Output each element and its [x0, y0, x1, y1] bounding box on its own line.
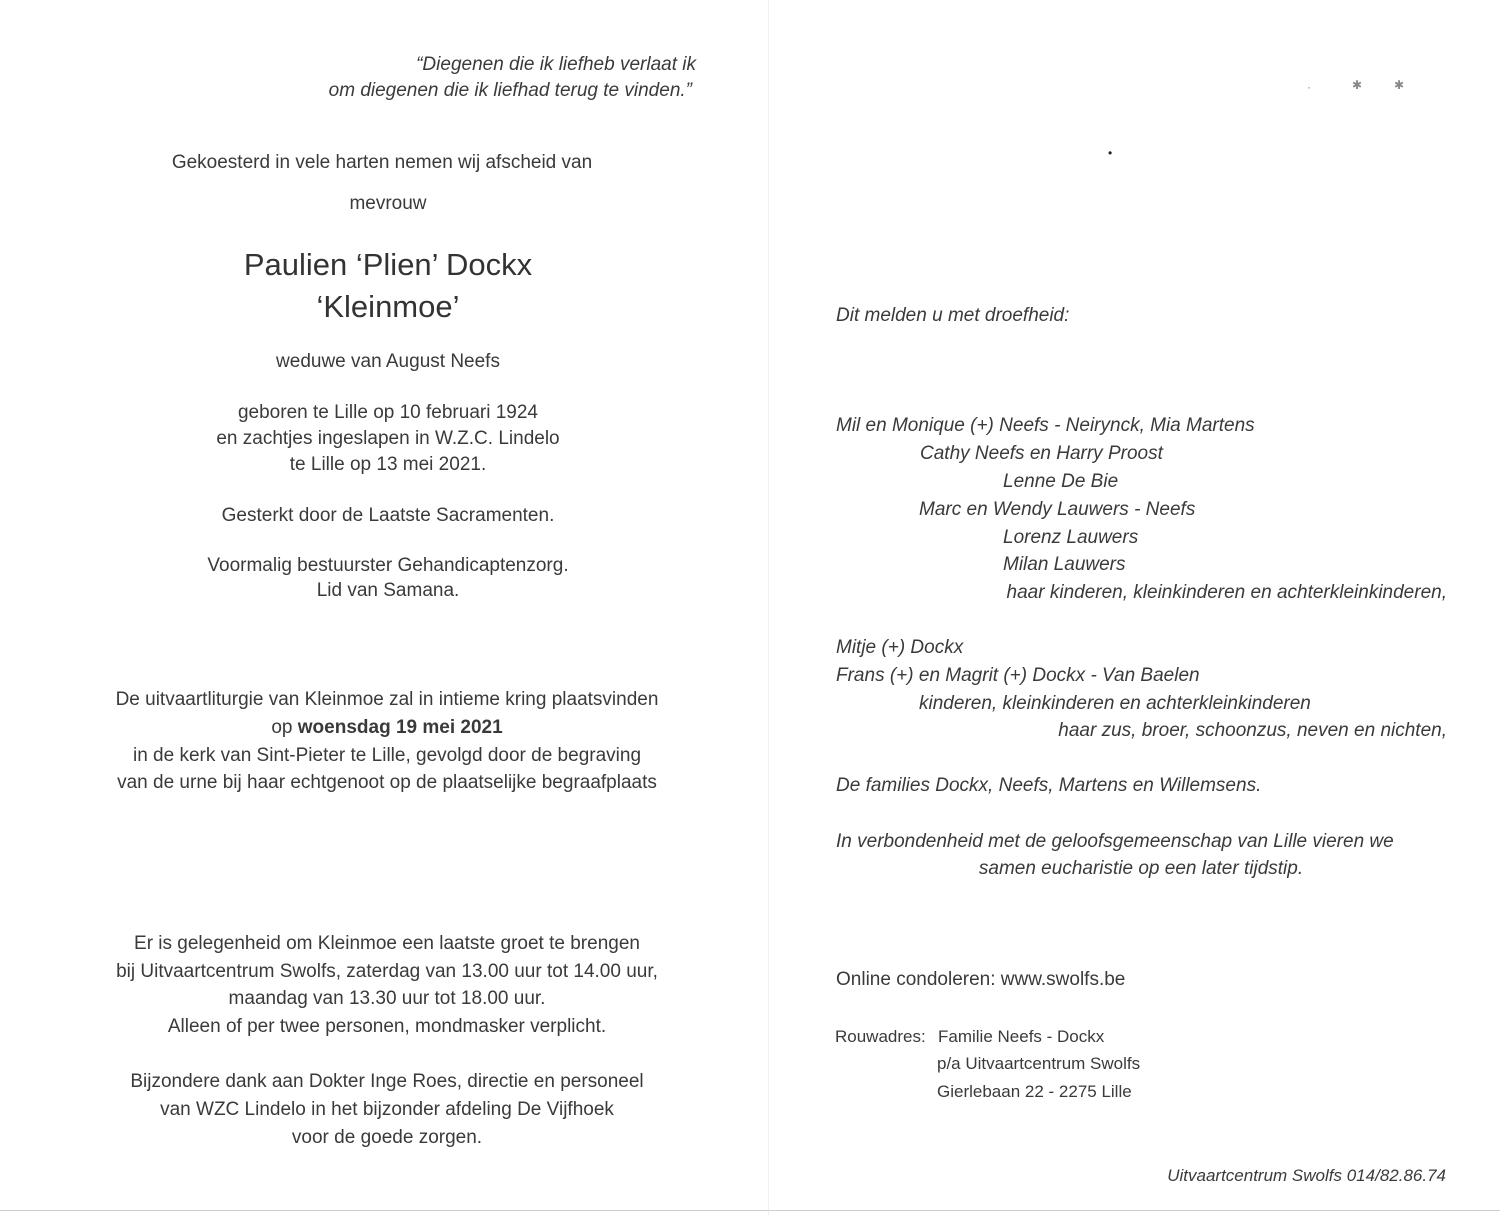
- born-line-3: te Lille op 13 mei 2021.: [289, 454, 487, 475]
- thanks-line-3: voor de goede zorgen.: [291, 1127, 483, 1148]
- visit-line-3: maandag van 13.30 uur tot 18.00 uur.: [228, 988, 546, 1009]
- deceased-name: Paulien ‘Plien’ Dockx: [243, 247, 533, 282]
- family1-line-2: Cathy Neefs en Harry Proost: [920, 443, 1163, 464]
- funeral-line-3: in de kerk van Sint-Pieter te Lille, gevolgd door de begraving: [132, 745, 642, 766]
- scan-speck: ✱: [1352, 78, 1363, 92]
- funeral-date: woensdag 19 mei 2021: [297, 717, 503, 738]
- address-line-1: Familie Neefs - Dockx: [938, 1027, 1105, 1046]
- family1-line-5: Lorenz Lauwers: [1003, 527, 1139, 548]
- thanks-line-2: van WZC Lindelo in het bijzonder afdeling De Vijfhoek: [160, 1099, 614, 1120]
- intro-text: Gekoesterd in vele harten nemen wij afscheid van: [171, 152, 593, 173]
- families-text: De families Dockx, Neefs, Martens en Willemsens.: [836, 775, 1262, 796]
- community-line-2: samen eucharistie op een later tijdstip.: [978, 858, 1304, 879]
- deceased-nickname: ‘Kleinmoe’: [316, 289, 460, 324]
- thanks-line-1: Bijzondere dank aan Dokter Inge Roes, directie en personeel: [130, 1071, 644, 1092]
- quote-line-2: om diegenen die ik liefhad terug te vinden.”: [328, 80, 692, 101]
- family2-line-4: haar zus, broer, schoonzus, neven en nichten,: [1058, 720, 1447, 741]
- family1-line-7: haar kinderen, kleinkinderen en achterkleinkinderen,: [1006, 582, 1447, 603]
- funeral-line-4: van de urne bij haar echtgenoot op de plaatselijke begraafplaats: [117, 772, 657, 793]
- family1-line-3: Lenne De Bie: [1003, 471, 1119, 492]
- family1-line-1: Mil en Monique (+) Neefs - Neirynck, Mia Martens: [836, 415, 1255, 436]
- family2-line-1: Mitje (+) Dockx: [836, 637, 964, 658]
- funeral-date-prefix: op: [271, 717, 298, 738]
- born-line-1: geboren te Lille op 10 februari 1924: [237, 402, 538, 423]
- family1-line-6: Milan Lauwers: [1003, 554, 1126, 575]
- scan-speck: ·: [1307, 80, 1311, 94]
- role-line-2: Lid van Samana.: [316, 580, 460, 601]
- announce-text: Dit melden u met droefheid:: [836, 305, 1070, 326]
- visit-line-2: bij Uitvaartcentrum Swolfs, zaterdag van 13.00 uur tot 14.00 uur,: [116, 961, 658, 982]
- role-line-1: Voormalig bestuurster Gehandicaptenzorg.: [207, 555, 569, 576]
- scan-speck: •: [1108, 146, 1113, 160]
- address-label: Rouwadres:: [835, 1027, 926, 1046]
- family1-line-4: Marc en Wendy Lauwers - Neefs: [919, 499, 1196, 520]
- visit-line-4: Alleen of per twee personen, mondmasker verplicht.: [167, 1016, 607, 1037]
- born-line-2: en zachtjes ingeslapen in W.Z.C. Lindelo: [216, 428, 560, 449]
- scan-speck: ✱: [1394, 78, 1405, 92]
- family2-line-2: Frans (+) en Magrit (+) Dockx - Van Baelen: [836, 665, 1200, 686]
- sacraments-text: Gesterkt door de Laatste Sacramenten.: [221, 505, 555, 526]
- family2-line-3: kinderen, kleinkinderen en achterkleinkinderen: [919, 693, 1311, 714]
- funeral-date-line: [0, 715, 774, 741]
- widow-text: weduwe van August Neefs: [276, 351, 500, 372]
- right-page: [770, 0, 1511, 1215]
- address-line-3: Gierlebaan 22 - 2275 Lille: [937, 1082, 1132, 1101]
- visit-line-1: Er is gelegenheid om Kleinmoe een laatste groet te brengen: [134, 933, 640, 954]
- funeral-home-footer: Uitvaartcentrum Swolfs 014/82.86.74: [1167, 1166, 1446, 1185]
- address-line-2: p/a Uitvaartcentrum Swolfs: [937, 1054, 1141, 1073]
- quote-line-1: “Diegenen die ik liefheb verlaat ik: [416, 54, 696, 75]
- funeral-line-1: De uitvaartliturgie van Kleinmoe zal in intieme kring plaatsvinden: [115, 689, 659, 710]
- community-line-1: In verbondenheid met de geloofsgemeenschap van Lille vieren we: [836, 831, 1394, 852]
- title-prefix: mevrouw: [349, 193, 427, 214]
- online-condolence-text: Online condoleren: www.swolfs.be: [836, 969, 1126, 990]
- scan-bottom-edge: [0, 1210, 1500, 1211]
